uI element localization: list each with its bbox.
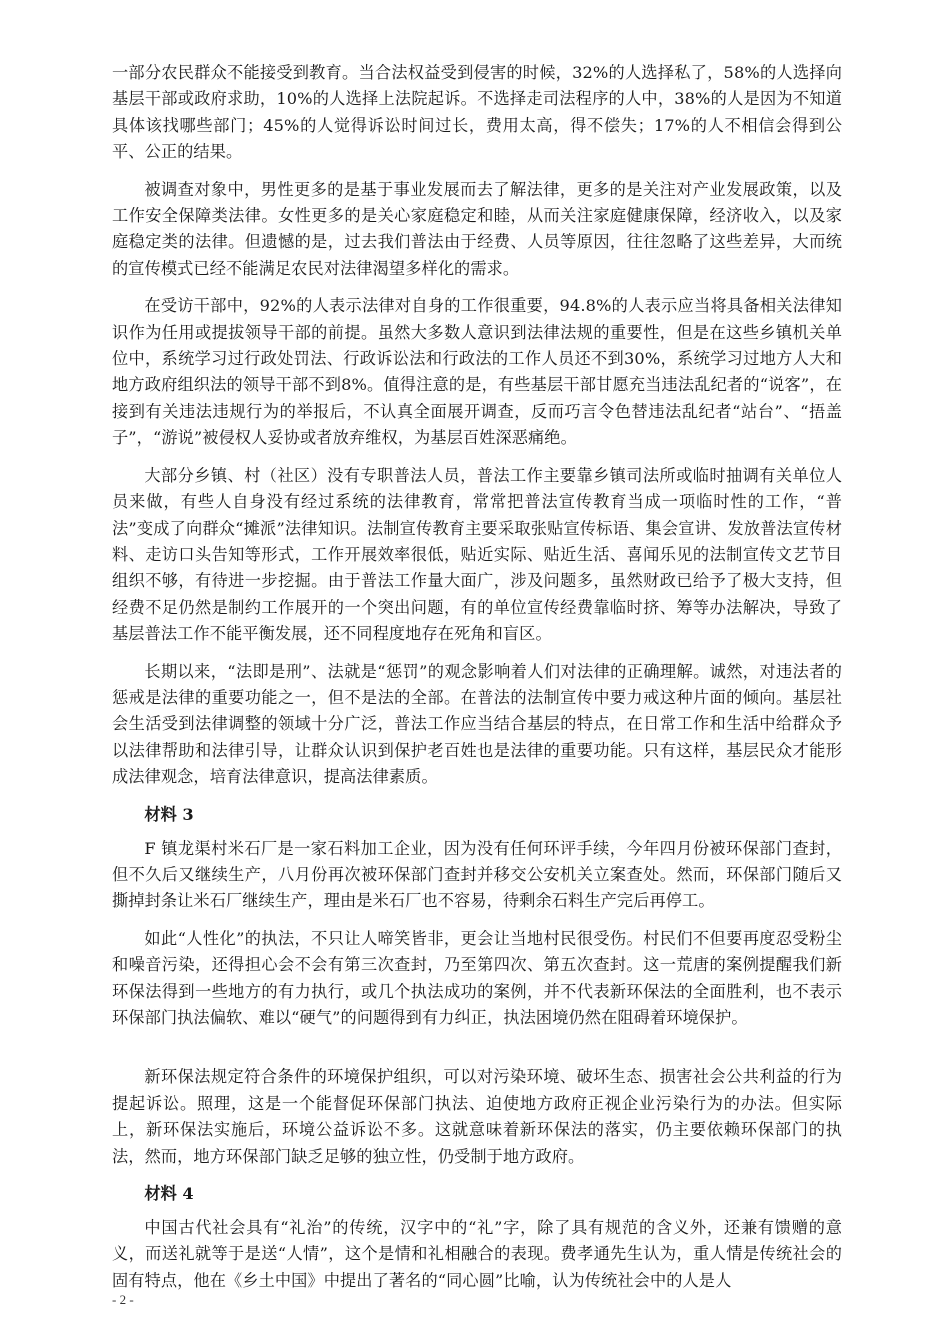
paragraph: 中国古代社会具有“礼治”的传统，汉字中的“礼”字，除了具有规范的含义外，还兼有馈赠的意义，而送礼就等于是送“人情”，这个是情和礼相融合的表现。费孝通先生认为，重人情是传统社会的固有特点，他在《乡土中国》中提出了著名的“同心圆”比喻，认为传统社会中的人是人: [112, 1218, 842, 1290]
paragraph: 如此“人性化”的执法，不只让人啼笑皆非，更会让当地村民很受伤。村民们不但要再度忍受粉尘和噪音污染，还得担心会不会有第三次查封，乃至第四次、第五次查封。这一荒唐的案例提醒我们新环保法得到一些地方的有力执行，或几个执法成功的案例，并不代表新环保法的全面胜利，也不表示环保部门执法偏软、难以“硬气”的问题得到有力纠正，执法困境仍然在阻碍着环境保护。: [112, 928, 842, 1027]
paragraph: 新环保法规定符合条件的环境保护组织，可以对污染环境、破坏生态、损害社会公共利益的行为提起诉讼。照理，这是一个能督促环保部门执法、迫使地方政府正视企业污染行为的办法。但实际上，新环保法实施后，环境公益诉讼不多。这就意味着新环保法的落实，仍主要依赖环保部门的执法，然而，地方环保部门缺乏足够的独立性，仍受制于地方政府。: [112, 1067, 842, 1166]
paragraph: 大部分乡镇、村（社区）没有专职普法人员，普法工作主要靠乡镇司法所或临时抽调有关单位人员来做，有些人自身没有经过系统的法律教育，常常把普法宣传教育当成一项临时性的工作，“普法”变成了向群众“摊派”法律知识。法制宣传教育主要采取张贴宣传标语、集会宣讲、发放普法宣传材料、走访口头告知等形式，工作开展效率很低，贴近实际、贴近生活、喜闻乐见的法制宣传文艺节目组织不够，有待进一步挖掘。由于普法工作量大面广，涉及问题多，虽然财政已给予了极大支持，但经费不足仍然是制约工作展开的一个突出问题，有的单位宣传经费靠临时挤、筹等办法解决，导致了基层普法工作不能平衡发展，还不同程度地存在死角和盲区。: [112, 465, 842, 644]
page-number: - 2 -: [112, 1292, 134, 1307]
document-page: [112, 60, 842, 1305]
paragraph: 在受访干部中，92%的人表示法律对自身的工作很重要，94.8%的人表示应当将具备相关法律知识作为任用或提拔领导干部的前提。虽然大多数人意识到法律法规的重要性，但是在这些乡镇机关单位中，系统学习过行政处罚法、行政诉讼法和行政法的工作人员还不到30%，系统学习过地方人大和地方政府组织法的领导干部不到8%。值得注意的是，有些基层干部甘愿充当违法乱纪者的“说客”，在接到有关违法违规行为的举报后，不认真全面展开调查，反而巧言令色替违法乱纪者“站台”、“捂盖子”，“游说”被侵权人妥协或者放弃维权，为基层百姓深恶痛绝。: [112, 296, 842, 448]
paragraph: 长期以来，“法即是刑”、法就是“惩罚”的观念影响着人们对法律的正确理解。诚然，对违法者的惩戒是法律的重要功能之一，但不是法的全部。在普法的法制宣传中要力戒这种片面的倾向。基层社会生活受到法律调整的领域十分广泛，普法工作应当结合基层的特点，在日常工作和生活中给群众予以法律帮助和法律引导，让群众认识到保护老百姓也是法律的重要功能。只有这样，基层民众才能形成法律观念，培育法律意识，提高法律素质。: [112, 661, 842, 787]
paragraph: 被调查对象中，男性更多的是基于事业发展而去了解法律，更多的是关注对产业发展政策，以及工作安全保障类法律。女性更多的是关心家庭稳定和睦，从而关注家庭健康保障，经济收入，以及家庭稳定类的法律。但遗憾的是，过去我们普法由于经费、人员等原因，往往忽略了这些差异，大而统的宣传模式已经不能满足农民对法律渴望多样化的需求。: [112, 179, 842, 278]
paragraph: 一部分农民群众不能接受到教育。当合法权益受到侵害的时候，32%的人选择私了，58%的人选择向基层干部或政府求助，10%的人选择上法院起诉。不选择走司法程序的人中，38%的人是因为不知道具体该找哪些部门；45%的人觉得诉讼时间过长，费用太高，得不偿失；17%的人不相信会得到公平、公正的结果。: [112, 63, 842, 162]
section-heading-material-4: 材料 4: [144, 1184, 194, 1204]
paragraph: F 镇龙渠村米石厂是一家石料加工企业，因为没有任何环评手续，今年四月份被环保部门查封，但不久后又继续生产，八月份再次被环保部门查封并移交公安机关立案查处。然而，环保部门随后又撕掉封条让米石厂继续生产，理由是米石厂也不容易，待剩余石料生产完后再停工。: [112, 838, 842, 911]
spacer: [112, 1042, 842, 1064]
section-heading-material-3: 材料 3: [144, 804, 194, 824]
